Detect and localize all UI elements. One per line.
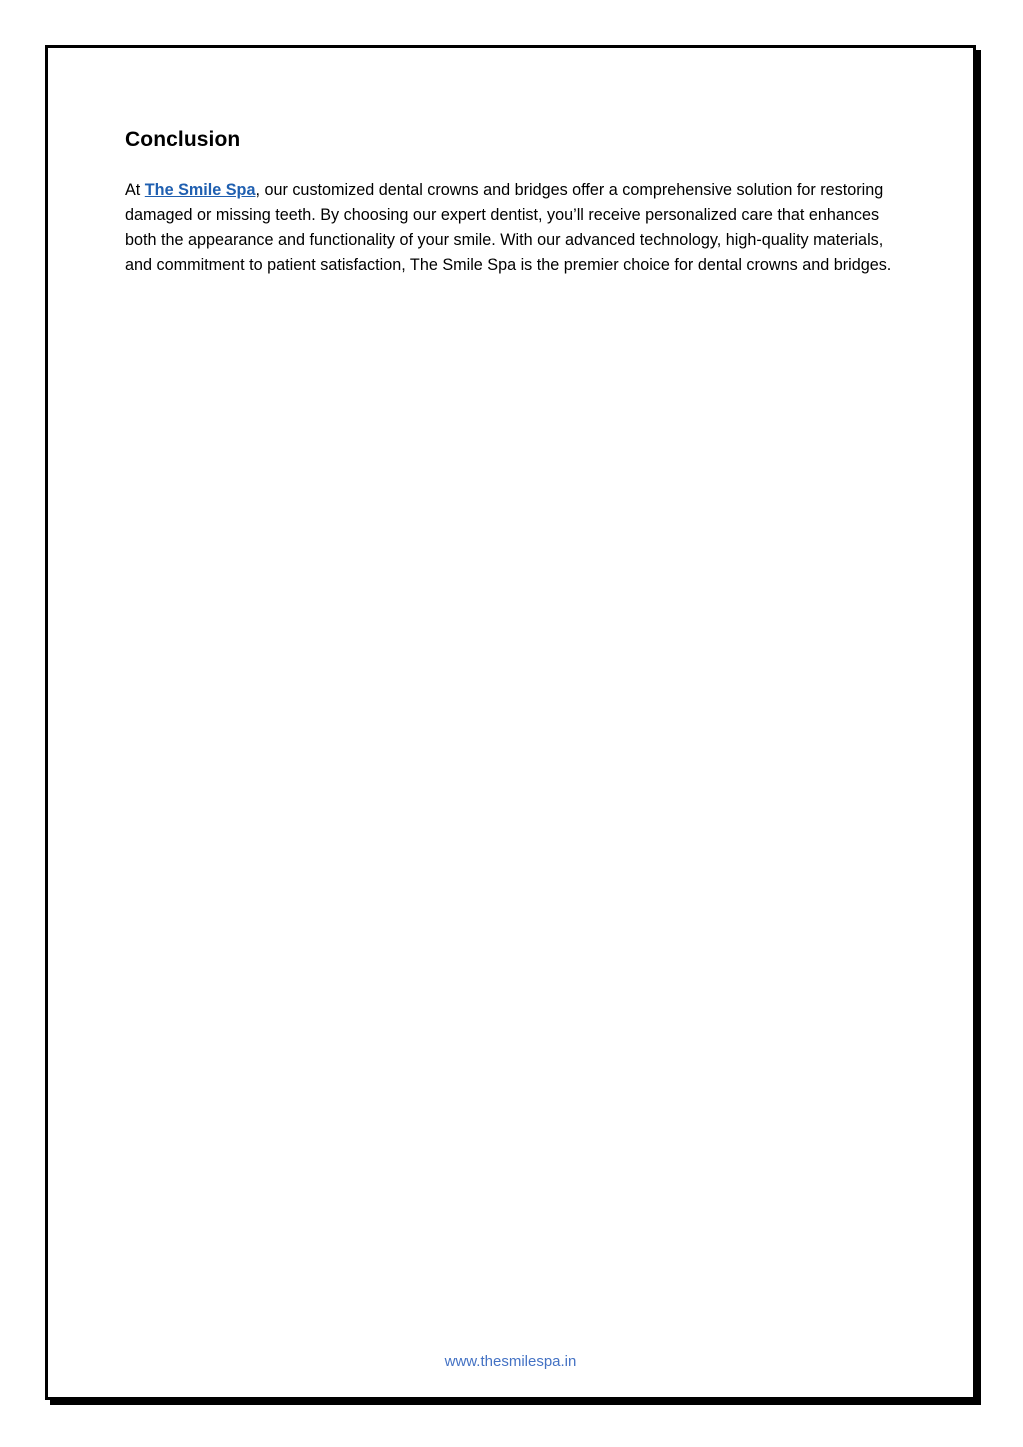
smile-spa-link[interactable]: The Smile Spa: [144, 181, 256, 199]
footer-website: www.thesmilespa.in: [444, 1353, 577, 1370]
paragraph-prefix: At: [125, 181, 145, 199]
conclusion-paragraph: [125, 178, 905, 278]
page-frame: [45, 45, 976, 1400]
section-heading: Conclusion: [125, 128, 241, 151]
paragraph-body: , our customized dental crowns and bridges offer a comprehensive solution for restoring damaged or missing teeth. By choosing our expert dentist, you’ll receive personalized care that enhances both the appearance and functionality of your smile. With our advanced technology, high-quality materials, and commitment to patient satisfaction, The Smile Spa is the premier choice for dental crowns and bridges.: [125, 181, 892, 274]
